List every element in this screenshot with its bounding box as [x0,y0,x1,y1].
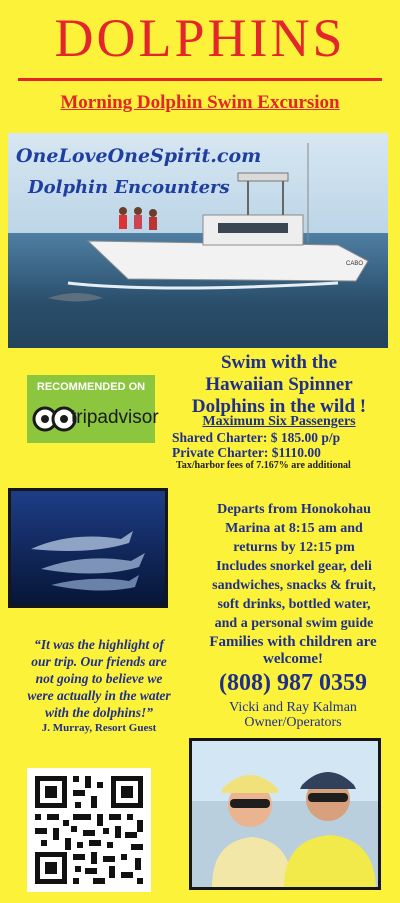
dolphins-photo [8,488,168,608]
details-line: Includes snorkel gear, deli [216,559,372,574]
phone-number[interactable]: (808) 987 0359 [219,670,367,696]
owners-names [190,700,396,730]
tax-note: Tax/harbor fees of 7.167% are additional [176,460,351,471]
owners-line: Vicki and Ray Kalman [229,700,357,715]
owners-line: Owner/Operators [244,715,342,730]
website-caption: OneLoveOneSpirit.com [16,145,262,167]
svg-text:CABO: CABO [346,261,364,267]
quote-line: “It was the highlight of [34,637,164,652]
owners-illustration [192,741,378,887]
headline-line: Swim with the [220,352,338,373]
headline-line: Dolphins in the wild ! [191,396,367,417]
details-line: and a personal swim guide [214,616,374,631]
qr-code-icon [27,768,151,892]
badge-top-text: RECOMMENDED ON [36,381,146,393]
badge-brand: tripadvisor [71,407,159,428]
private-charter-price: Private Charter: $1110.00 [172,445,321,460]
tripadvisor-badge [27,375,159,443]
encounters-caption: Dolphin Encounters [28,177,230,198]
details-line: soft drinks, bottled water, [217,597,371,612]
swim-headline [165,352,393,418]
headline-line: Hawaiian Spinner [205,374,353,395]
details-line: Marina at 8:15 am and [225,521,363,536]
families-welcome [190,634,396,668]
dolphins-illustration [11,491,165,605]
details-line: sandwiches, snacks & fruit, [212,578,376,593]
owners-photo [189,738,381,890]
shared-charter-price: Shared Charter: $ 185.00 p/p [172,430,341,445]
qr-code[interactable] [27,768,151,892]
families-line: welcome! [263,651,323,667]
title-divider [18,78,382,81]
quote-line: with the dolphins!” [44,705,154,720]
page-title: DOLPHINS [54,8,346,68]
testimonial-quote [10,636,188,721]
quote-line: were actually in the water [27,688,171,703]
boat-photo [8,133,388,348]
families-line: Families with children are [209,634,377,650]
quote-line: our trip. Our friends are [31,654,167,669]
testimonial-author: J. Murray, Resort Guest [41,722,157,734]
details-line: Departs from Honokohau [217,502,371,517]
max-passengers: Maximum Six Passengers [202,414,356,429]
details-line: returns by 12:15 pm [233,540,355,555]
page-subtitle: Morning Dolphin Swim Excursion [60,92,340,113]
trip-details [196,500,392,633]
quote-line: not going to believe we [35,671,163,686]
